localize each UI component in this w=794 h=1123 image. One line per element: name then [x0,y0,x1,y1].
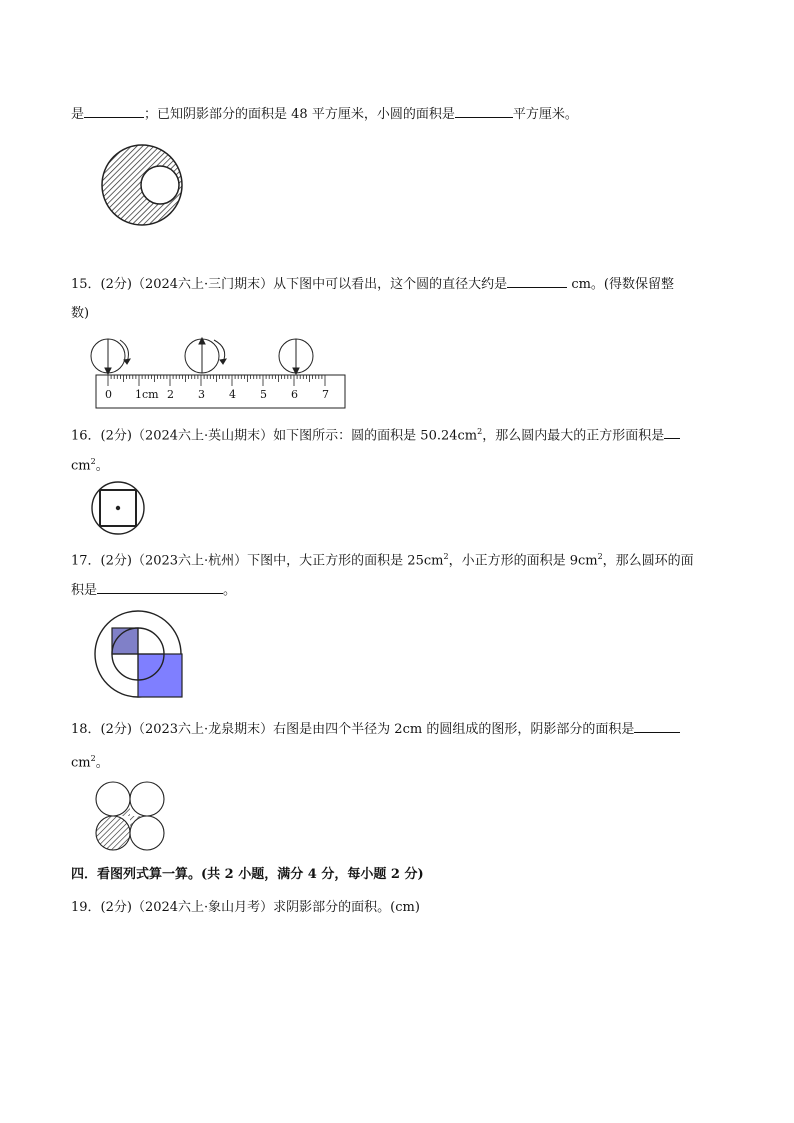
q15-line-1 [71,274,674,294]
ruler-label-2: 2 [167,388,174,401]
q17-text-a: 17．(2分)（2023六上·杭州）下图中，大正方形的面积是 25cm [71,553,444,569]
ruler-label-5: 5 [260,388,267,401]
q17-line-1: 17．(2分)（2023六上·杭州）下图中，大正方形的面积是 $25cm^2$，小正方形的面积是 $9cm^2$，那么圆环的面 [71,552,694,569]
q18-line-2: $cm^2$。 [71,754,109,771]
q14-answer-blank-1[interactable] [84,104,144,118]
q19-line-1: 19．(2分)（2024六上·象山月考）求阴影部分的面积。(cm) [71,900,420,915]
q14-prefix: 是 [71,107,85,122]
q18-text: 18．(2分)（2023六上·龙泉期末）右图是由四个半径为 2cm 的圆组成的图形，阴影部分的面积是 [71,722,635,737]
q17-big-square [138,654,182,697]
q14-answer-blank-2[interactable] [455,104,513,118]
q15-ruler-figure [88,332,350,412]
ruler-label-4: 4 [229,388,236,401]
q15-text-suffix: cm。(得数保留整 [567,277,674,292]
ruler-label-7: 7 [322,388,329,401]
ruler-label-3: 3 [198,388,205,401]
q18-line-1 [71,719,680,739]
q16-figure [89,480,149,538]
rolling-circle-start [91,339,130,374]
q16-line-1: 16．(2分)（2024六上·英山期末）如下图所示：圆的面积是 $50.24cm^2$，那么圆内最大的正方形面积是 [71,423,680,445]
q17-line-2: 积是 。 [71,580,236,600]
q14-suffix: 平方厘米。 [512,107,578,122]
q17-figure [94,610,186,700]
q16-text: 16．(2分)（2024六上·英山期末）如下图所示：圆的面积是 50.24cm [71,428,478,444]
q18-answer-blank[interactable] [634,719,680,733]
q17-text-c: ，那么圆环的面 [602,553,694,569]
q15-line-2: 数) [71,306,90,321]
q16-text-suffix: ，那么圆内最大的正方形面积是 [482,428,665,444]
q14-figure [100,143,184,227]
q17-text-b: ，小正方形的面积是 9cm [448,553,598,569]
ruler-label-1: 1cm [135,388,159,401]
rolling-circle-end [279,339,313,374]
q15-text: 15．(2分)（2024六上·三门期末）从下图中可以看出，这个圆的直径大约是 [71,277,508,292]
ruler-label-6: 6 [291,388,298,401]
q16-answer-blank[interactable] [664,425,680,439]
q15-answer-blank[interactable] [507,274,567,288]
ruler-label-0: 0 [105,388,112,401]
q14-line [71,104,578,124]
rolling-circle-middle [185,338,226,373]
q14-mid: ；已知阴影部分的面积是 48 平方厘米，小圆的面积是 [144,107,455,122]
q17-answer-blank[interactable] [97,580,223,594]
q16-line-2: $cm^2$。 [71,457,109,474]
section-4-heading: 四．看图列式算一算。(共 2 小题，满分 4 分，每小题 2 分) [71,867,424,882]
q18-figure [95,781,167,853]
